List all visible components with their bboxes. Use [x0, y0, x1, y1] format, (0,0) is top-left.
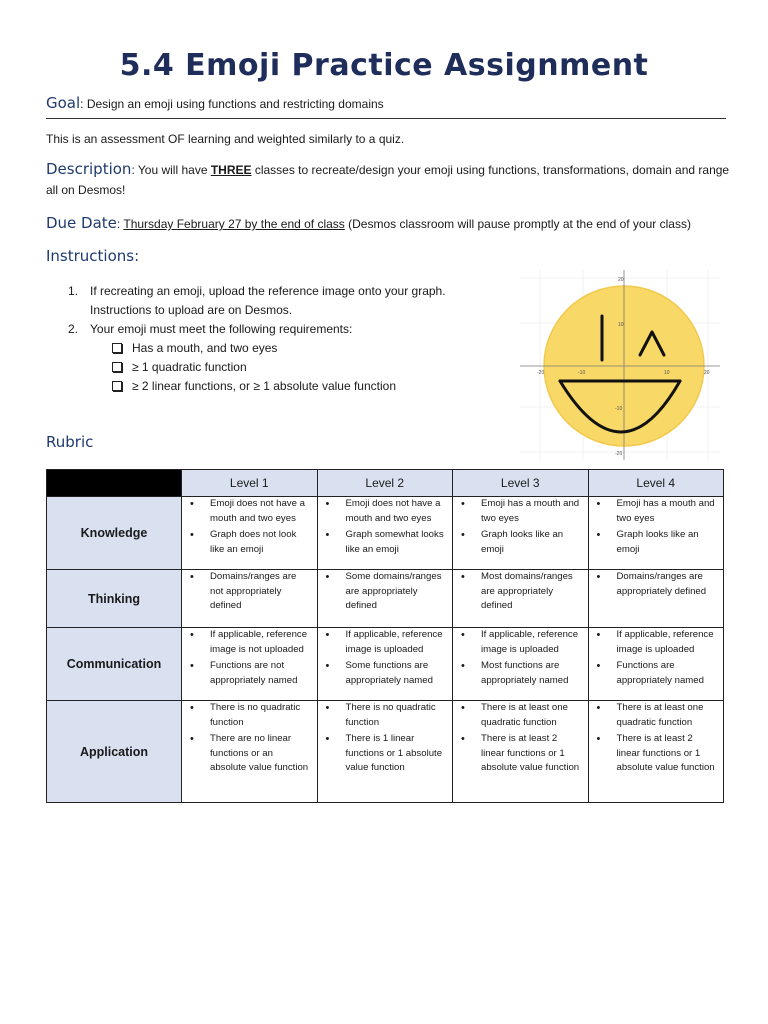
rubric-cell	[317, 701, 453, 803]
checkbox-icon	[112, 343, 122, 353]
rubric-criterion: • Emoji does not have a mouth and two eyes	[186, 497, 311, 526]
rubric-criterion: • Most domains/ranges are appropriately defined	[457, 570, 582, 614]
rubric-category: Thinking	[47, 570, 182, 628]
rubric-header-row	[47, 470, 724, 497]
rubric-criterion: • Functions are not appropriately named	[186, 659, 311, 688]
description-emphasis: THREE	[210, 163, 252, 177]
rubric-cell-list	[186, 570, 311, 614]
rubric-row	[47, 701, 724, 803]
rubric-cell	[317, 570, 453, 628]
instruction-text-1b: Instructions to upload are on Desmos.	[90, 303, 293, 317]
rubric-cell-list	[186, 628, 311, 688]
rubric-cell-list	[457, 628, 582, 688]
rubric-criterion: • There is at least 2 linear functions or 1 absolute value function	[593, 732, 718, 776]
requirement-item	[68, 339, 498, 358]
goal-line	[46, 94, 726, 119]
rubric-cell	[588, 497, 724, 570]
rubric-criterion: • There is 1 linear functions or 1 absolute value function	[322, 732, 447, 776]
rubric-cell	[182, 570, 318, 628]
rubric-criterion: • Graph somewhat looks like an emoji	[322, 528, 447, 557]
rubric-cell-list	[593, 628, 718, 688]
requirement-text: ≥ 1 quadratic function	[132, 360, 247, 374]
rubric-cell-list	[457, 497, 582, 557]
rubric-cell-list	[593, 497, 718, 557]
rubric-heading: Rubric	[46, 433, 94, 451]
rubric-criterion: • There is at least 2 linear functions or 1 absolute value function	[457, 732, 582, 776]
x-tick-label: 10	[664, 370, 670, 376]
rubric-criterion: • Emoji does not have a mouth and two eyes	[322, 497, 447, 526]
rubric-criterion: • If applicable, reference image is uploaded	[593, 628, 718, 657]
instructions-list	[68, 282, 498, 396]
description-line	[46, 159, 736, 200]
rubric-cell-list	[322, 497, 447, 557]
rubric-cell	[588, 570, 724, 628]
rubric-cell	[182, 497, 318, 570]
checkbox-icon	[112, 362, 122, 372]
x-tick-label: -20	[537, 370, 545, 376]
rubric-criterion: • There are no linear functions or an absolute value function	[186, 732, 311, 776]
requirement-item	[68, 358, 498, 377]
rubric-criterion: • There is no quadratic function	[186, 701, 311, 730]
rubric-cell	[182, 628, 318, 701]
rubric-criterion: • Emoji has a mouth and two eyes	[457, 497, 582, 526]
page-title: 5.4 Emoji Practice Assignment	[119, 48, 649, 83]
due-date-line	[46, 213, 691, 234]
rubric-category: Knowledge	[47, 497, 182, 570]
rubric-level-header: Level 4	[588, 470, 724, 497]
due-date-value: Thursday February 27 by the end of class	[123, 217, 345, 231]
y-tick-label: -20	[615, 451, 623, 457]
rubric-criterion: • Most functions are appropriately named	[457, 659, 582, 688]
instructions-heading: Instructions:	[46, 247, 140, 265]
rubric-table	[46, 469, 724, 803]
rubric-level-header: Level 2	[317, 470, 453, 497]
x-tick-label: 20	[704, 370, 710, 376]
rubric-criterion: • If applicable, reference image is uploaded	[457, 628, 582, 657]
x-tick-label: -10	[578, 370, 586, 376]
rubric-criterion: • Some domains/ranges are appropriately defined	[322, 570, 447, 614]
rubric-category: Application	[47, 701, 182, 803]
description-text-before: : You will have	[131, 163, 211, 177]
rubric-cell	[317, 628, 453, 701]
rubric-criterion: • Graph looks like an emoji	[593, 528, 718, 557]
rubric-cell-list	[322, 628, 447, 688]
y-tick-label: 20	[618, 277, 624, 283]
instruction-number-2: 2.	[68, 322, 79, 336]
instruction-number-1: 1.	[68, 284, 79, 298]
rubric-cell-list	[322, 570, 447, 614]
rubric-criterion: • Domains/ranges are not appropriately defined	[186, 570, 311, 614]
rubric-row	[47, 497, 724, 570]
rubric-cell-list	[593, 701, 718, 776]
due-date-note: (Desmos classroom will pause promptly at the end of your class)	[344, 217, 691, 231]
instruction-text-1a: If recreating an emoji, upload the reference image onto your graph.	[90, 284, 446, 298]
rubric-criterion: • Domains/ranges are appropriately defined	[593, 570, 718, 599]
goal-label: Goal	[46, 94, 81, 112]
rubric-criterion: • If applicable, reference image is uploaded	[322, 628, 447, 657]
requirement-item	[68, 377, 498, 396]
rubric-criterion: • Graph does not look like an emoji	[186, 528, 311, 557]
rubric-cell	[453, 628, 589, 701]
description-text-after: classes to recreate/design your emoji using functions, transformations, domain and range all on Desmos!	[46, 163, 730, 197]
rubric-cell-list	[186, 497, 311, 557]
rubric-criterion: • There is at least one quadratic function	[457, 701, 582, 730]
due-date-colon: :	[116, 217, 124, 231]
rubric-category: Communication	[47, 628, 182, 701]
y-tick-label: -10	[615, 406, 623, 412]
rubric-cell	[182, 701, 318, 803]
rubric-cell	[453, 701, 589, 803]
rubric-level-header: Level 3	[453, 470, 589, 497]
rubric-level-header: Level 1	[182, 470, 318, 497]
y-tick-label: 10	[618, 322, 624, 328]
instruction-item-2	[68, 320, 498, 339]
rubric-cell-list	[457, 570, 582, 614]
rubric-criterion: • If applicable, reference image is not uploaded	[186, 628, 311, 657]
rubric-criterion: • There is at least one quadratic function	[593, 701, 718, 730]
description-label: Description	[46, 160, 132, 178]
due-date-label: Due Date	[46, 214, 117, 232]
rubric-cell-list	[457, 701, 582, 776]
rubric-cell-list	[186, 701, 311, 776]
instruction-item-1	[68, 282, 498, 301]
rubric-cell-list	[322, 701, 447, 776]
emoji-graph	[520, 270, 720, 460]
rubric-corner-cell	[47, 470, 182, 497]
rubric-cell	[588, 701, 724, 803]
rubric-criterion: • Graph looks like an emoji	[457, 528, 582, 557]
rubric-criterion: • There is no quadratic function	[322, 701, 447, 730]
rubric-cell	[317, 497, 453, 570]
rubric-criterion: • Some functions are appropriately named	[322, 659, 447, 688]
rubric-row	[47, 628, 724, 701]
rubric-row	[47, 570, 724, 628]
instruction-text-2: Your emoji must meet the following requirements:	[90, 322, 353, 336]
rubric-cell	[453, 497, 589, 570]
rubric-cell	[588, 628, 724, 701]
checkbox-icon	[112, 381, 122, 391]
requirement-text: Has a mouth, and two eyes	[132, 341, 278, 355]
goal-text: : Design an emoji using functions and restricting domains	[80, 97, 384, 111]
rubric-cell-list	[593, 570, 718, 599]
rubric-criterion: • Emoji has a mouth and two eyes	[593, 497, 718, 526]
rubric-criterion: • Functions are appropriately named	[593, 659, 718, 688]
rubric-cell	[453, 570, 589, 628]
assessment-note: This is an assessment OF learning and weighted similarly to a quiz.	[46, 132, 405, 146]
requirement-text: ≥ 2 linear functions, or ≥ 1 absolute value function	[132, 379, 396, 393]
